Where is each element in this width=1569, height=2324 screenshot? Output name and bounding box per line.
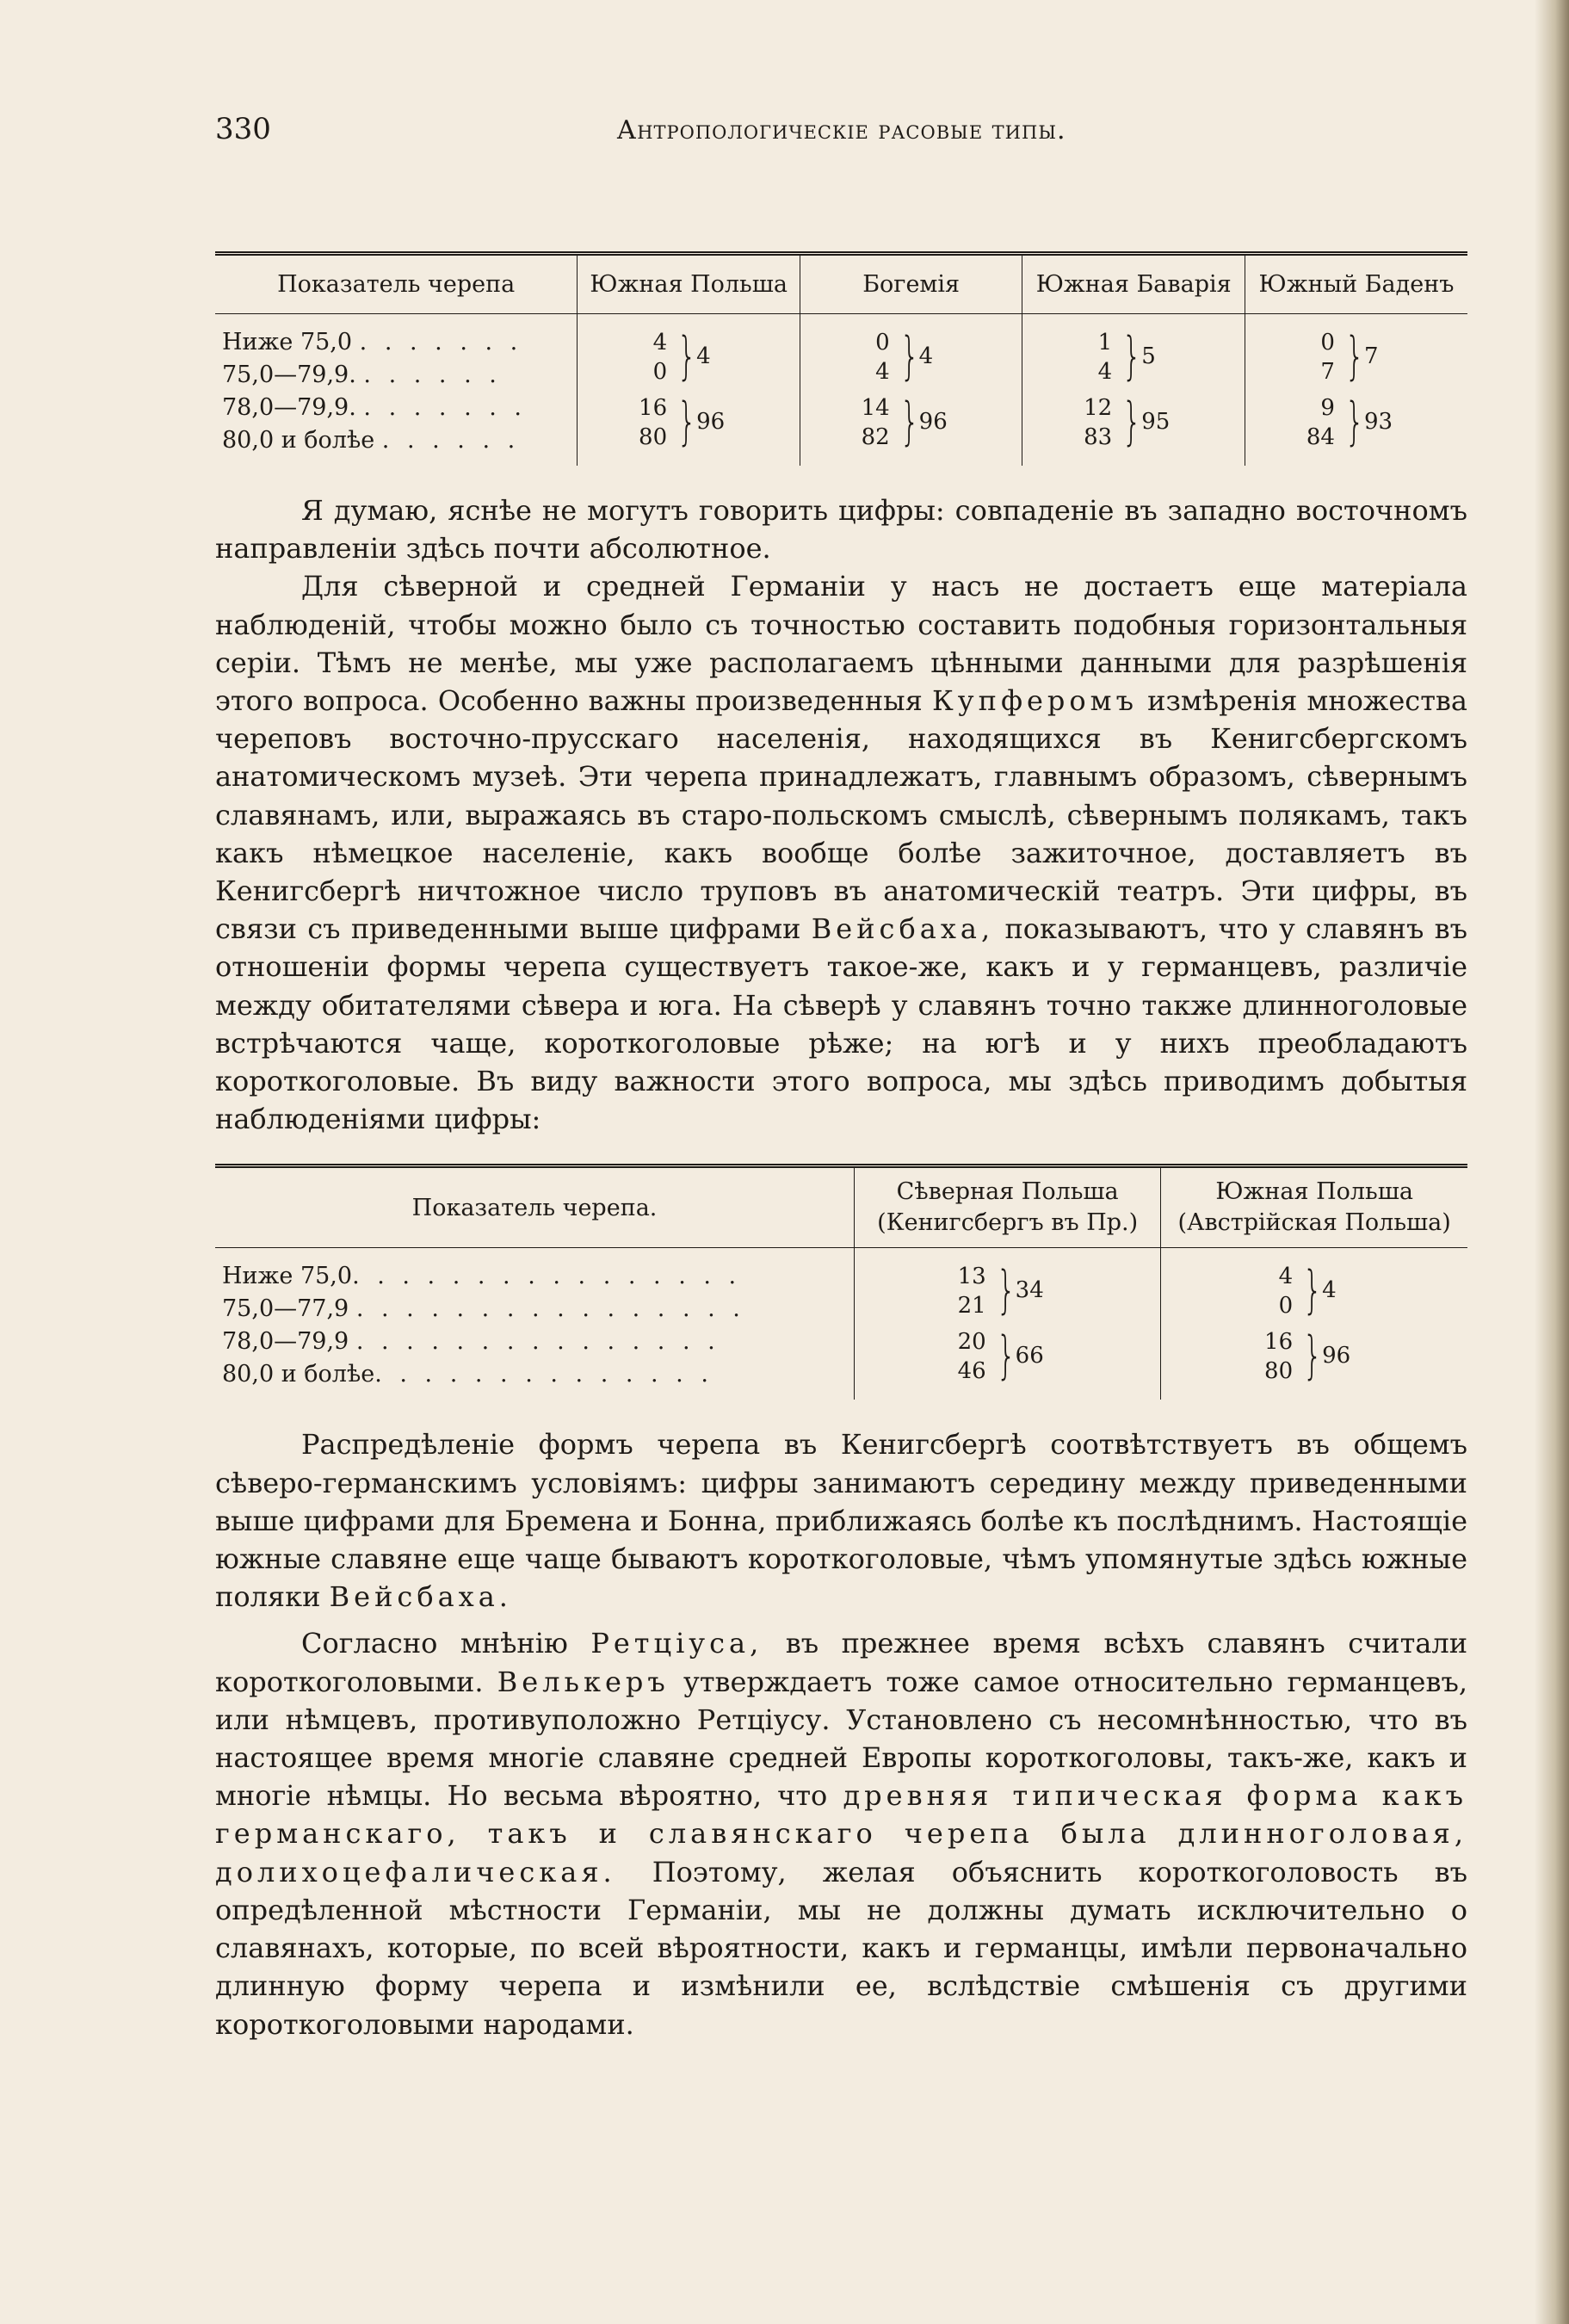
value-group: 14 82 } 96 — [861, 392, 948, 452]
table-1-header-4: Южный Баденъ — [1245, 256, 1467, 314]
table-2-header-2: Южная Польша (Австрійская Польша) — [1161, 1168, 1467, 1248]
table-1-row-label: 80,0 и болѣе . . . . . . — [222, 427, 521, 454]
table-1-body-row — [215, 314, 1467, 467]
value-group: 16 80 } 96 — [639, 392, 726, 452]
table-1-col-south-baden — [1245, 314, 1467, 467]
table-1-col-south-poland — [578, 314, 800, 467]
value-group: 20 46 } 66 — [957, 1326, 1044, 1387]
value-group: 12 83 } 95 — [1084, 392, 1171, 452]
value-group: 9 84 } 93 — [1306, 392, 1393, 452]
value-group: 4 0 } 4 — [652, 326, 711, 386]
author-name: Ретціуса, — [590, 1627, 763, 1660]
table-1-header-0: Показатель черепа — [215, 256, 578, 314]
paragraph-1: Я думаю, яснѣе не могутъ говорить цифры: совпаденіе въ западно восточномъ направленіи здѣсь почти абсолютное. — [215, 494, 1467, 566]
table-1-col-south-bavaria — [1022, 314, 1245, 467]
value-group: 1 4 } 5 — [1097, 326, 1156, 386]
page-number: 330 — [215, 112, 271, 146]
table-1-row-label: 75,0—79,9. . . . . . . — [222, 362, 502, 388]
table-2-row-labels — [215, 1248, 855, 1400]
paragraph-3: Распредѣленіе формъ черепа въ Кенигсбергѣ соотвѣтствуетъ въ общемъ сѣверо-германскимъ условіямъ: цифры занимаютъ середину между приведенными выше цифрами для Бремена и Бонна, приближаясь болѣе къ послѣднимъ. Настоящіе южные славяне еще чаще бываютъ короткоголовые, чѣмъ упомянутые здѣсь южные поляки Вейсбаха. — [215, 1428, 1467, 1614]
table-1-header-1: Южная Польша — [578, 256, 800, 314]
book-page — [215, 103, 1467, 2043]
table-2-header-0: Показатель черепа. — [215, 1168, 855, 1248]
page-header — [215, 103, 1467, 155]
table-2-col-south-poland — [1161, 1248, 1467, 1400]
page-edge-shadow — [1535, 0, 1569, 2324]
author-name: Купферомъ — [932, 684, 1138, 718]
table-2-row-label: 80,0 и болѣе. . . . . . . . . . . . . . — [222, 1361, 713, 1388]
table-2 — [215, 1164, 1467, 1400]
table-1-row-labels — [215, 314, 578, 467]
value-group: 4 0 } 4 — [1278, 1260, 1337, 1321]
table-1-header-2: Богемія — [800, 256, 1022, 314]
value-group: 0 7 } 7 — [1320, 326, 1379, 386]
emphasized-phrase: древняя типическая форма какъ германскаго, такъ и славянскаго черепа была длинноголовая, долихоцефалическая. — [215, 1779, 1467, 1888]
table-2-col-north-poland — [855, 1248, 1161, 1400]
paragraph-2: Для сѣверной и средней Германіи у насъ не достаетъ еще матеріала наблюденій, чтобы можно было съ точностью составить подобныя горизонтальныя серіи. Тѣмъ не менѣе, мы уже располагаемъ цѣнными данными для разрѣшенія этого вопроса. Особенно важны произведенныя Купферомъ измѣренія множества череповъ восточно-прусскаго населенія, находящихся въ Кенигсбергскомъ анатомическомъ музеѣ. Эти черепа принадлежатъ, главнымъ образомъ, сѣвернымъ славянамъ, или, выражаясь въ старо-польскомъ смыслѣ, сѣвернымъ полякамъ, такъ какъ нѣмецкое населеніе, какъ вообще болѣе зажиточное, доставляетъ въ Кенигсбергѣ ничтожное число труповъ въ анатомическій театръ. Эти цифры, въ связи съ приведенными выше цифрами Вейсбаха, показываютъ, что у славянъ въ отношеніи формы черепа существуетъ такое-же, какъ и у германцевъ, различіе между обитателями сѣвера и юга. На сѣверѣ у славянъ точно также длинноголовые встрѣчаются чаще, короткоголовые рѣже; на югѣ и у нихъ преобладаютъ короткоголовые. Въ виду важности этого вопроса, мы здѣсь приводимъ добытыя наблюденіями цифры: — [215, 570, 1468, 1136]
value-group: 0 4 } 4 — [875, 326, 934, 386]
table-1 — [215, 251, 1467, 466]
table-1-row-label: 78,0—79,9. . . . . . . . — [222, 394, 527, 421]
running-title — [215, 115, 1467, 145]
table-1-header-3: Южная Баварія — [1022, 256, 1245, 314]
table-1-header-row — [215, 256, 1467, 314]
table-1-col-bohemia — [800, 314, 1022, 467]
value-group: 13 21 } 34 — [957, 1260, 1044, 1321]
table-2-header-1: Сѣверная Польша (Кенигсбергъ въ Пр.) — [855, 1168, 1161, 1248]
value-group: 16 80 } 96 — [1264, 1326, 1351, 1387]
table-2-body-row — [215, 1248, 1467, 1400]
table-2-row-label: 75,0—77,9 . . . . . . . . . . . . . . . . — [222, 1295, 745, 1323]
table-1-row-label: Ниже 75,0 . . . . . . . — [222, 329, 523, 355]
author-name: Велькеръ — [497, 1665, 670, 1698]
paragraph-4: Согласно мнѣнію Ретціуса, въ прежнее время всѣхъ славянъ считали короткоголовыми. Велькеръ утверждаетъ тоже самое относительно германцевъ, или нѣмцевъ, противуположно Ретціусу. Установлено съ несомнѣнностью, что въ настоящее время многіе славяне средней Европы короткоголовы, такъ-же, какъ и многіе нѣмцы. Но весьма вѣроятно, что древняя типическая форма какъ германскаго, такъ и славянскаго черепа была длинноголовая, долихоцефалическая. Поэтому, желая объяснить короткоголовость въ опредѣленной мѣстности Германіи, мы не должны думать исключительно о славянахъ, которые, по всей вѣроятности, какъ и германцы, имѣли первоначально длинную форму черепа и измѣнили ее, вслѣдствіе смѣшенія съ другими короткоголовыми народами. — [215, 1627, 1468, 2041]
author-name: Вейсбаха. — [329, 1580, 512, 1614]
author-name: Вейсбаха, — [811, 912, 995, 946]
running-title-text: Антропологическіе расовые типы. — [616, 115, 1066, 145]
table-2-header-row — [215, 1168, 1467, 1248]
table-2-row-label: Ниже 75,0. . . . . . . . . . . . . . . . — [222, 1263, 742, 1290]
table-2-row-label: 78,0—79,9 . . . . . . . . . . . . . . . — [222, 1328, 720, 1356]
